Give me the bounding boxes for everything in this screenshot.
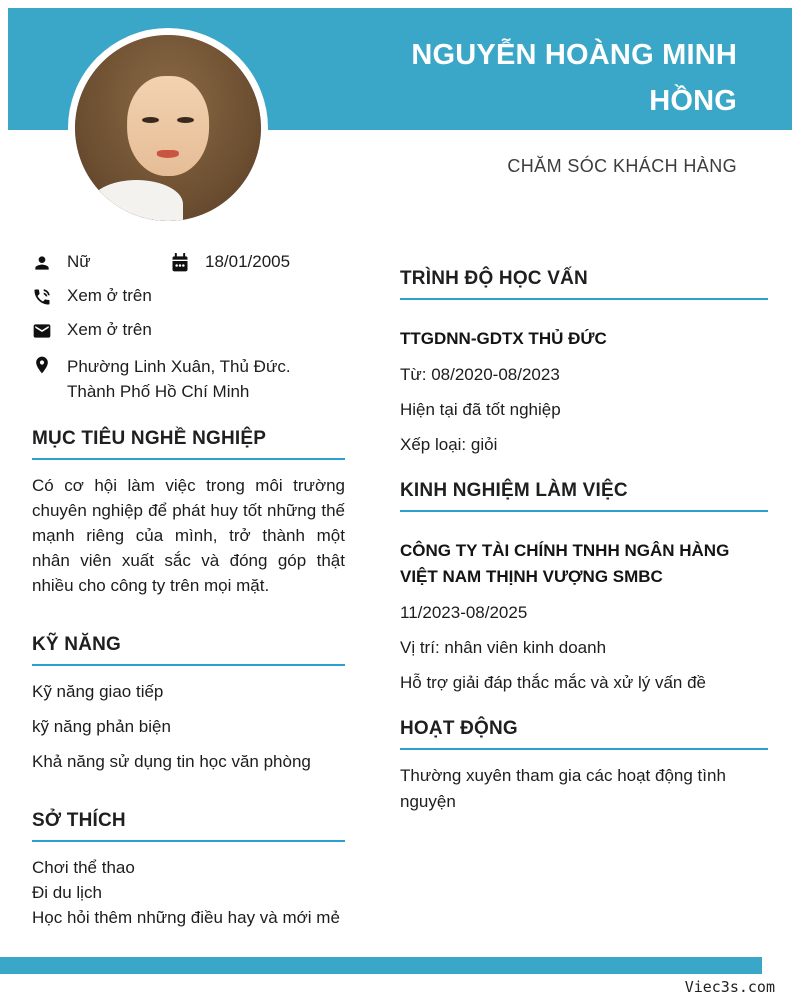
education-grade: Xếp loại: giỏi xyxy=(400,435,498,454)
right-column xyxy=(400,252,768,930)
watermark: Viec3s.com xyxy=(684,978,775,996)
address-line-2: Thành Phố Hồ Chí Minh xyxy=(67,382,250,401)
email-value: Xem ở trên xyxy=(67,320,152,339)
job-title: CHĂM SÓC KHÁCH HÀNG xyxy=(507,156,737,176)
section-objective xyxy=(32,428,345,598)
location-icon xyxy=(32,355,52,375)
section-activities xyxy=(400,718,768,815)
main-content xyxy=(32,252,768,930)
profile-photo xyxy=(68,28,268,228)
experience-entry xyxy=(400,538,768,694)
skill-item: Khả năng sử dụng tin học văn phòng xyxy=(32,752,311,771)
mail-icon xyxy=(32,321,52,341)
education-title: TRÌNH ĐỘ HỌC VẤN xyxy=(400,268,768,300)
photo-face xyxy=(127,76,209,176)
section-hobbies xyxy=(32,810,345,930)
personal-info xyxy=(32,252,345,404)
skills-title: KỸ NĂNG xyxy=(32,634,345,666)
info-row-gender-birthday xyxy=(32,252,345,273)
address-line-1: Phường Linh Xuân, Thủ Đức. xyxy=(67,357,291,376)
objective-title: MỤC TIÊU NGHỀ NGHIỆP xyxy=(32,428,345,460)
photo-eye-right xyxy=(177,117,194,123)
info-row-email xyxy=(32,320,345,341)
experience-position: Vị trí: nhân viên kinh doanh xyxy=(400,638,607,657)
company-name: CÔNG TY TÀI CHÍNH TNHH NGÂN HÀNG VIỆT NAM THỊNH VƯỢNG SMBC xyxy=(400,541,730,586)
footer-bar xyxy=(0,957,762,974)
phone-value: Xem ở trên xyxy=(67,286,152,305)
hobby-item: Học hỏi thêm những điều hay và mới mẻ xyxy=(32,908,340,927)
candidate-name xyxy=(411,32,737,124)
hobbies-title: SỞ THÍCH xyxy=(32,810,345,842)
activities-detail: Thường xuyên tham gia các hoạt động tình nguyện xyxy=(400,766,726,811)
calendar-icon xyxy=(170,253,190,273)
experience-period: 11/2023-08/2025 xyxy=(400,603,528,622)
section-skills xyxy=(32,634,345,774)
hobby-item: Đi du lịch xyxy=(32,883,102,902)
education-status: Hiện tại đã tốt nghiệp xyxy=(400,400,561,419)
experience-title: KINH NGHIỆM LÀM VIỆC xyxy=(400,480,768,512)
hobby-item: Chơi thể thao xyxy=(32,858,135,877)
education-entry xyxy=(400,326,768,456)
objective-text: Có cơ hội làm việc trong môi trường chuyên nghiệp để phát huy tốt những thế mạnh riêng của mình, trở thành một nhân viên xuất sắc và đóng góp thật nhiều cho công ty trên mọi mặt. xyxy=(32,476,345,595)
address-value xyxy=(67,354,291,404)
info-row-phone xyxy=(32,286,345,307)
name-line-2: HỒNG xyxy=(649,85,737,117)
phone-icon xyxy=(32,287,52,307)
name-line-1: NGUYỄN HOÀNG MINH xyxy=(411,39,737,71)
left-column xyxy=(32,252,345,930)
education-period: Từ: 08/2020-08/2023 xyxy=(400,365,560,384)
gender-value: Nữ xyxy=(67,252,91,271)
section-experience xyxy=(400,480,768,694)
skill-item: Kỹ năng giao tiếp xyxy=(32,682,164,701)
activities-title: HOẠT ĐỘNG xyxy=(400,718,768,750)
photo-shirt xyxy=(90,180,183,228)
person-icon xyxy=(32,253,52,273)
section-education xyxy=(400,268,768,456)
photo-eye-left xyxy=(142,117,159,123)
school-name: TTGDNN-GDTX THỦ ĐỨC xyxy=(400,329,607,348)
experience-detail: Hỗ trợ giải đáp thắc mắc và xử lý vấn đề xyxy=(400,673,706,692)
info-row-address xyxy=(32,354,345,404)
skill-item: kỹ năng phản biện xyxy=(32,717,171,736)
birthday-value: 18/01/2005 xyxy=(205,252,291,271)
